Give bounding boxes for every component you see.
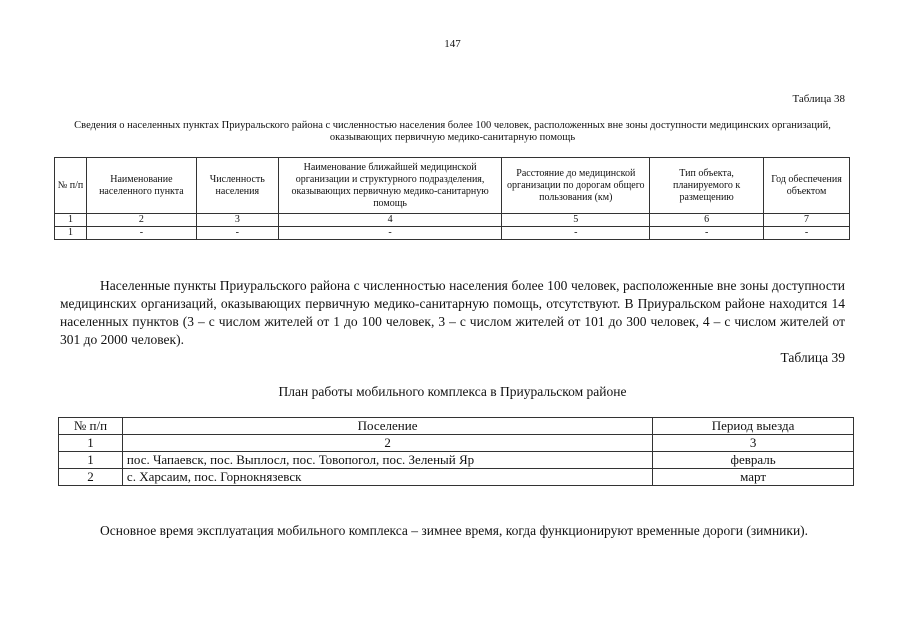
table-cell: 2 — [59, 469, 123, 486]
table-39-header-cell: Поселение — [122, 418, 652, 435]
table-38-header-row — [55, 158, 850, 214]
table-39-header-row — [59, 418, 854, 435]
table-39-header-cell: Период выезда — [653, 418, 854, 435]
table-cell: с. Харсаим, пос. Горнокнязевск — [122, 469, 652, 486]
table-row — [59, 452, 854, 469]
table-cell: 4 — [278, 214, 502, 227]
table-39 — [58, 417, 854, 486]
page-number: 147 — [444, 38, 461, 50]
table-39-numbering-row — [59, 435, 854, 452]
table-38-title: Сведения о населенных пунктах Приуральского района с численностью населения более 100 человек, расположенных вне зоны доступности медицинских организаций, оказывающих первичную медико-санитарную помощь — [74, 120, 831, 143]
table-cell: 1 — [55, 227, 87, 240]
table-38-caption: Таблица 38 — [792, 93, 845, 105]
table-38-header-cell: Наименование населенного пункта — [86, 158, 196, 214]
table-39-caption: Таблица 39 — [780, 350, 845, 365]
table-cell: 2 — [86, 214, 196, 227]
table-cell: пос. Чапаевск, пос. Выплосл, пос. Товопогол, пос. Зеленый Яр — [122, 452, 652, 469]
table-cell: - — [278, 227, 502, 240]
table-cell: - — [502, 227, 650, 240]
table-38-header-cell: Тип объекта, планируемого к размещению — [650, 158, 764, 214]
paragraph-body-1: Населенные пункты Приуральского района с численностью населения более 100 человек, расположенные вне зоны доступности медицинских организаций, оказывающих первичную медико-санитарную помощь, отсутствуют. В Приуральском районе находится 14 населенных пунктов (3 – с числом жителей от 1 до 100 человек, 3 – с числом жителей от 101 до 300 человек, 4 – с числом жителей от 301 до 2000 человек). — [60, 277, 845, 347]
table-row — [59, 469, 854, 486]
table-cell: 1 — [59, 435, 123, 452]
table-cell: - — [196, 227, 278, 240]
table-cell: 3 — [653, 435, 854, 452]
table-38-header-cell: Расстояние до медицинской организации по дорогам общего пользования (км) — [502, 158, 650, 214]
table-cell: февраль — [653, 452, 854, 469]
table-cell: март — [653, 469, 854, 486]
table-cell: - — [764, 227, 850, 240]
table-cell: 1 — [55, 214, 87, 227]
table-row — [55, 227, 850, 240]
table-cell: 5 — [502, 214, 650, 227]
table-38-header-cell: Наименование ближайшей медицинской организации и структурного подразделения, оказывающих первичную медико-санитарную помощь — [278, 158, 502, 214]
table-38-header-cell: Численность населения — [196, 158, 278, 214]
table-38-header-cell: № п/п — [55, 158, 87, 214]
table-39-title: План работы мобильного комплекса в Приуральском районе — [278, 384, 627, 399]
table-cell: 3 — [196, 214, 278, 227]
table-cell: - — [86, 227, 196, 240]
table-cell: - — [650, 227, 764, 240]
table-39-header-cell: № п/п — [59, 418, 123, 435]
table-cell: 7 — [764, 214, 850, 227]
table-cell: 6 — [650, 214, 764, 227]
table-38-numbering-row — [55, 214, 850, 227]
table-38 — [54, 157, 850, 240]
table-cell: 2 — [122, 435, 652, 452]
paragraph-body-2: Основное время эксплуатация мобильного комплекса – зимнее время, когда функционируют временные дороги (зимники). — [100, 522, 809, 538]
table-cell: 1 — [59, 452, 123, 469]
table-38-header-cell: Год обеспечения объектом — [764, 158, 850, 214]
